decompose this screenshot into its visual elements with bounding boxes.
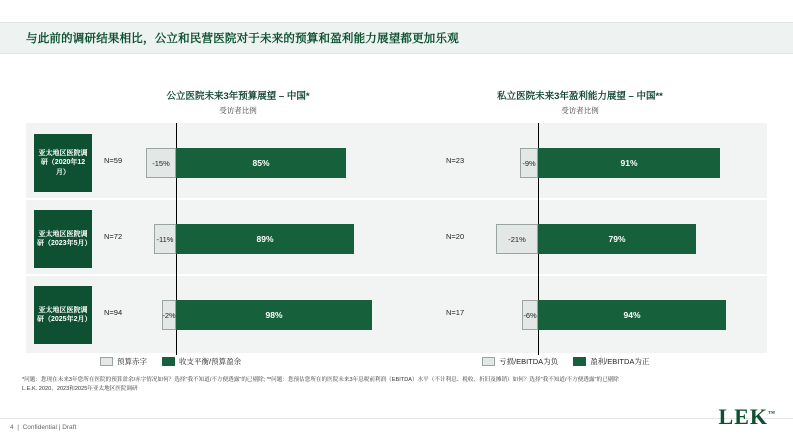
legend-swatch-negative-icon xyxy=(482,357,495,366)
source-text: L.E.K. 2020、2023和2025年亚太地区医院调研 xyxy=(22,385,138,392)
bar-group-left xyxy=(104,278,424,352)
row-label: 亚太地区医院调研（2020年12月） xyxy=(34,134,92,192)
sample-size-label: N=17 xyxy=(446,308,465,317)
legend-label-positive: 收支平衡/预算盈余 xyxy=(179,357,242,366)
bar-group-left xyxy=(104,202,424,276)
legend-label-negative: 亏损/EBITDA为负 xyxy=(499,357,559,366)
lek-logo-text: LEK xyxy=(718,404,768,429)
bar-positive: 85% xyxy=(176,148,346,178)
column-title-left xyxy=(88,88,388,116)
bar-positive: 79% xyxy=(538,224,696,254)
chart-row xyxy=(26,126,767,200)
legend-item-positive xyxy=(573,356,649,367)
legend-swatch-negative-icon xyxy=(100,357,113,366)
column-subtitle-right: 受访者比例 xyxy=(561,106,599,115)
footer-page-info xyxy=(10,424,76,431)
bar-negative: -6% xyxy=(522,300,538,330)
column-headers xyxy=(0,88,793,122)
confidential-label: Confidential | Draft xyxy=(22,424,77,431)
page-title: 与此前的调研结果相比，公立和民营医院对于未来的预算和盈利能力展望都更加乐观 xyxy=(26,33,459,45)
column-title-left-text: 公立医院未来3年预算展望 – 中国* xyxy=(166,91,310,102)
bar-positive: 94% xyxy=(538,300,726,330)
column-title-right xyxy=(430,88,730,116)
row-label: 亚太地区医院调研（2025年2月） xyxy=(34,286,92,344)
legend-item-negative xyxy=(100,356,147,367)
sample-size-label: N=20 xyxy=(446,232,465,241)
chart-panel xyxy=(26,123,767,353)
title-band xyxy=(0,22,793,54)
sample-size-label: N=23 xyxy=(446,156,465,165)
footnotes xyxy=(22,376,622,393)
legend-item-negative xyxy=(482,356,558,367)
bar-group-right xyxy=(446,278,766,352)
sample-size-label: N=59 xyxy=(104,156,123,165)
sample-size-label: N=72 xyxy=(104,232,123,241)
footnote-text: *问题：您现在未来3年您所在医院的预算盈余/赤字情况如何？选择"我不知道/不方便透露"的已剔除; **问题：您预估您所在的医院未来3年息税前利润（EBITDA）水平（不计利息、税收、折旧及摊销）如何？选择"我不知道/不方便透露"的已剔除 xyxy=(22,377,619,383)
lek-logo-tm: ™ xyxy=(768,409,775,418)
bar-group-right xyxy=(446,126,766,200)
legend-swatch-positive-icon xyxy=(162,357,175,366)
bar-group-left xyxy=(104,126,424,200)
footer-divider xyxy=(0,418,793,419)
lek-logo xyxy=(719,404,775,430)
bar-positive: 89% xyxy=(176,224,354,254)
page-number: 4 xyxy=(10,424,14,431)
sample-size-label: N=94 xyxy=(104,308,123,317)
bar-negative: -21% xyxy=(496,224,538,254)
legend-label-positive: 盈利/EBITDA为正 xyxy=(590,357,650,366)
legend-swatch-positive-icon xyxy=(573,357,586,366)
legend-label-negative: 预算赤字 xyxy=(117,357,147,366)
bar-positive: 98% xyxy=(176,300,372,330)
column-title-right-text: 私立医院未来3年盈利能力展望 – 中国** xyxy=(497,91,663,102)
legend-right xyxy=(482,356,659,367)
legend-item-positive xyxy=(162,356,241,367)
bar-negative: -9% xyxy=(520,148,538,178)
row-label: 亚太地区医院调研（2023年5月） xyxy=(34,210,92,268)
legend-left xyxy=(100,356,251,367)
column-subtitle-left: 受访者比例 xyxy=(219,106,257,115)
chart-row xyxy=(26,202,767,276)
footer-separator: | xyxy=(15,424,21,431)
bar-positive: 91% xyxy=(538,148,720,178)
bar-negative: -15% xyxy=(146,148,176,178)
bar-negative: -2% xyxy=(162,300,176,330)
bar-negative: -11% xyxy=(154,224,176,254)
bar-group-right xyxy=(446,202,766,276)
chart-row xyxy=(26,278,767,352)
